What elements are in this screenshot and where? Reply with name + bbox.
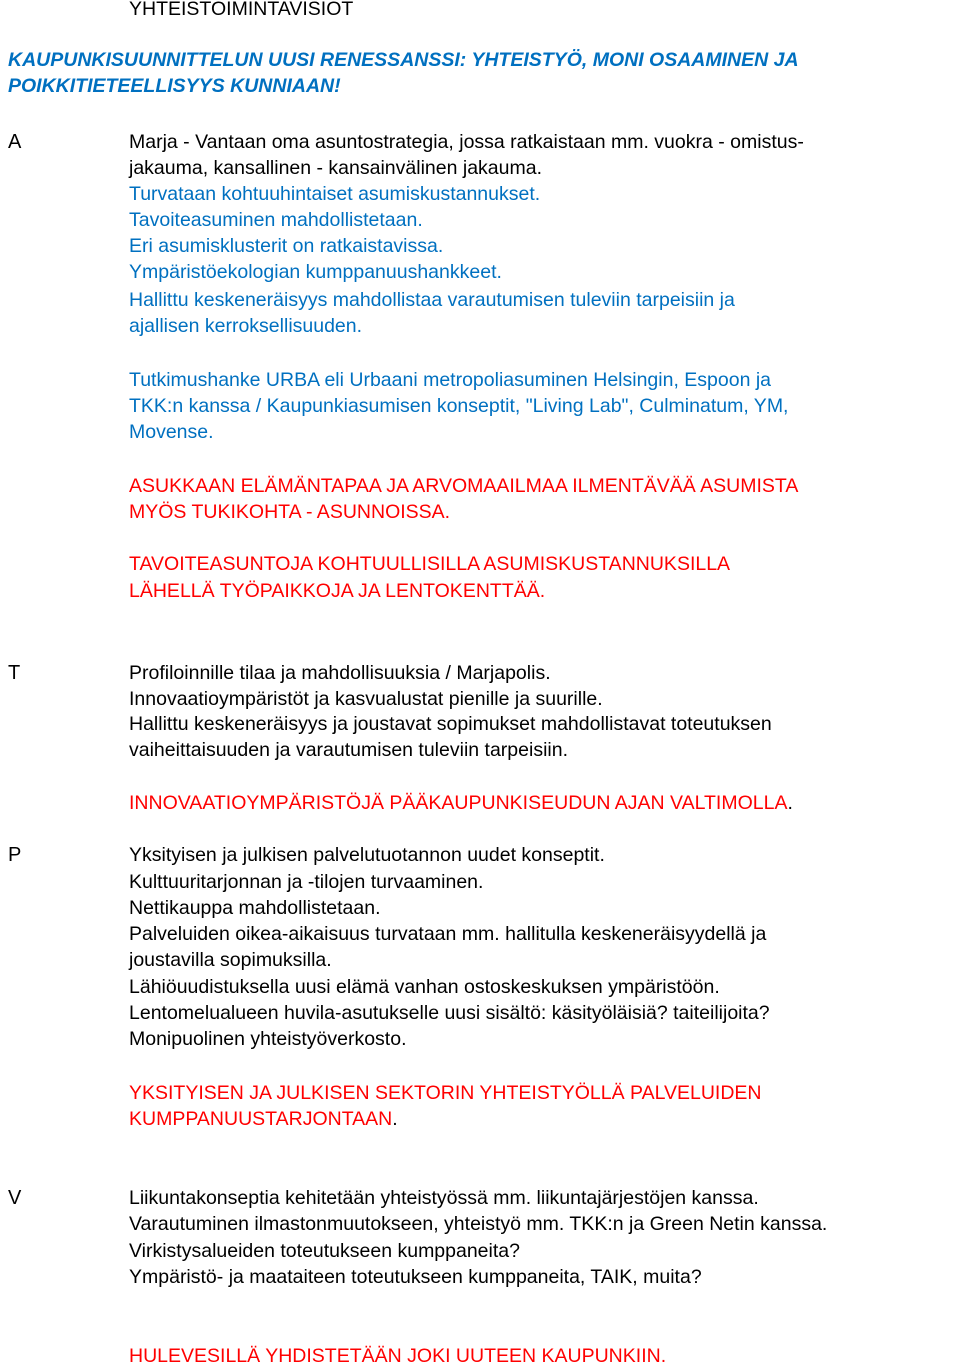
section-p-line-1: Yksityisen ja julkisen palvelutuotannon uudet konseptit.: [129, 844, 605, 866]
section-a-blue-line-5: Hallittu keskeneräisyys mahdollistaa varautumisen tuleviin tarpeisiin ja: [129, 289, 735, 311]
section-a-summary-1-line-2: MYÖS TUKIKOHTA - ASUNNOISSA.: [129, 501, 451, 523]
section-p-line-3: Nettikauppa mahdollistetaan.: [129, 897, 381, 919]
section-p-line-5: joustavilla sopimuksilla.: [129, 949, 332, 971]
section-a-summary-1-line-1: ASUKKAAN ELÄMÄNTAPAA JA ARVOMAAILMAA ILMENTÄVÄÄ ASUMISTA: [129, 475, 799, 497]
section-v-line-3: Virkistysalueiden toteutukseen kumppaneita?: [129, 1240, 520, 1262]
section-v-summary: HULEVESILLÄ YHDISTETÄÄN JOKI UUTEEN KAUPUNKIIN.: [129, 1345, 667, 1367]
section-v-line-1: Liikuntakonseptia kehitetään yhteistyössä mm. liikuntajärjestöjen kanssa.: [129, 1187, 759, 1209]
section-p-line-8: Monipuolinen yhteistyöverkosto.: [129, 1028, 407, 1050]
section-p-summary-text: KUMPPANUUSTARJONTAAN: [129, 1108, 393, 1130]
section-p-summary-line-2: [129, 1106, 398, 1132]
section-t-summary-text: INNOVAATIOYMPÄRISTÖJÄ PÄÄKAUPUNKISEUDUN AJAN VALTIMOLLA: [129, 792, 788, 814]
section-letter-t: T: [8, 662, 21, 684]
section-p-line-2: Kulttuuritarjonnan ja -tilojen turvaaminen.: [129, 871, 484, 893]
section-t-line-3: Hallittu keskeneräisyys ja joustavat sopimukset mahdollistavat toteutuksen: [129, 713, 772, 735]
section-a-line-2: jakauma, kansallinen - kansainvälinen jakauma.: [129, 157, 542, 179]
heading-line-2: POIKKITIETEELLISYYS KUNNIAAN!: [8, 75, 341, 97]
section-v-line-4: Ympäristö- ja maataiteen toteutukseen kumppaneita, TAIK, muita?: [129, 1266, 702, 1288]
section-p-line-4: Palveluiden oikea-aikaisuus turvataan mm. hallitulla keskeneräisyydellä ja: [129, 923, 767, 945]
section-p-summary-period: .: [392, 1108, 398, 1130]
heading-line-1: KAUPUNKISUUNNITTELUN UUSI RENESSANSSI: YHTEISTYÖ, MONI OSAAMINEN JA: [8, 49, 799, 71]
section-letter-v: V: [8, 1187, 22, 1209]
section-p-line-7: Lentomelualueen huvila-asutukselle uusi sisältö: käsityöläisiä? taiteilijoita?: [129, 1002, 770, 1024]
section-a-blue-line-3: Eri asumisklusterit on ratkaistavissa.: [129, 235, 444, 257]
research-line-1: Tutkimushanke URBA eli Urbaani metropoliasuminen Helsingin, Espoon ja: [129, 369, 772, 391]
research-line-3: Movense.: [129, 421, 214, 443]
section-t-line-1: Profiloinnille tilaa ja mahdollisuuksia / Marjapolis.: [129, 662, 551, 684]
research-line-2: TKK:n kanssa / Kaupunkiasumisen konseptit, "Living Lab", Culminatum, YM,: [129, 395, 789, 417]
section-a-blue-line-6: ajallisen kerroksellisuuden.: [129, 315, 363, 337]
section-p-summary-line-1: YKSITYISEN JA JULKISEN SEKTORIN YHTEISTYÖLLÄ PALVELUIDEN: [129, 1082, 762, 1104]
section-t-line-4: vaiheittaisuuden ja varautumisen tuleviin tarpeisiin.: [129, 739, 568, 761]
section-letter-p: P: [8, 844, 22, 866]
section-letter-a: A: [8, 131, 22, 153]
section-a-line-1: Marja - Vantaan oma asuntostrategia, jossa ratkaistaan mm. vuokra - omistus-: [129, 131, 804, 153]
document-title: YHTEISTOIMINTAVISIOT: [129, 0, 354, 20]
section-a-blue-line-4: Ympäristöekologian kumppanuushankkeet.: [129, 261, 502, 283]
section-v-line-2: Varautuminen ilmastonmuutokseen, yhteistyö mm. TKK:n ja Green Netin kanssa.: [129, 1213, 828, 1235]
section-a-blue-line-2: Tavoiteasuminen mahdollistetaan.: [129, 209, 423, 231]
section-t-line-2: Innovaatioympäristöt ja kasvualustat pienille ja suurille.: [129, 688, 603, 710]
section-a-summary-2-line-2: LÄHELLÄ TYÖPAIKKOJA JA LENTOKENTTÄÄ.: [129, 580, 546, 602]
section-a-summary-2-line-1: TAVOITEASUNTOJA KOHTUULLISILLA ASUMISKUSTANNUKSILLA: [129, 553, 731, 575]
section-p-line-6: Lähiöuudistuksella uusi elämä vanhan ostoskeskuksen ympäristöön.: [129, 976, 720, 998]
section-a-blue-line-1: Turvataan kohtuuhintaiset asumiskustannukset.: [129, 183, 541, 205]
section-t-summary: [129, 790, 793, 816]
section-t-summary-period: .: [787, 792, 793, 814]
